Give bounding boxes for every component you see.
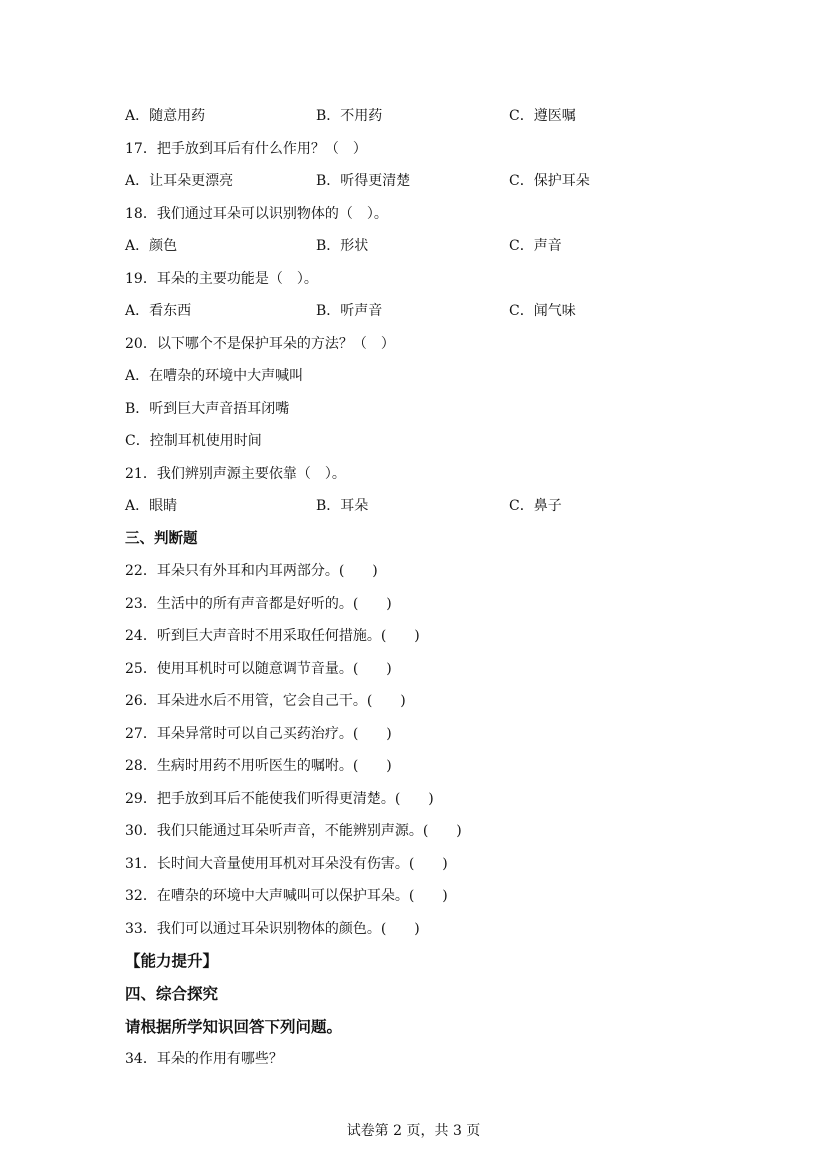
q19-option-a[interactable]: A．看东西 [125,303,192,319]
q34-stem: 34．耳朵的作用有哪些？ [125,1051,283,1067]
section-3-heading: 三、判断题 [125,530,198,547]
q17-option-c[interactable]: C．保护耳朵 [509,173,590,189]
q16-option-c[interactable]: C．遵医嘱 [509,108,576,124]
judgement-item-23: 23．生活中的所有声音都是好听的。( ) [125,596,392,612]
q21-stem: 21．我们辨别声源主要依靠（ ）。 [125,466,346,482]
judgement-item-28: 28．生病时用药不用听医生的嘱咐。( ) [125,758,392,774]
judgement-item-32: 32．在嘈杂的环境中大声喊叫可以保护耳朵。( ) [125,888,448,904]
q16-option-b[interactable]: B．不用药 [316,108,383,124]
q20-option-b[interactable]: B．听到巨大声音捂耳闭嘴 [125,401,290,417]
judgement-item-31: 31．长时间大音量使用耳机对耳朵没有伤害。( ) [125,856,448,872]
q19-stem: 19．耳朵的主要功能是（ ）。 [125,271,318,287]
q20-option-a[interactable]: A．在嘈杂的环境中大声喊叫 [125,368,304,384]
q21-option-b[interactable]: B．耳朵 [316,498,369,514]
judgement-item-33: 33．我们可以通过耳朵识别物体的颜色。( ) [125,921,420,937]
q18-option-b[interactable]: B．形状 [316,238,369,254]
q19-option-b[interactable]: B．听声音 [316,303,383,319]
judgement-item-30: 30．我们只能通过耳朵听声音，不能辨别声源。( ) [125,823,462,839]
q18-option-c[interactable]: C．声音 [509,238,562,254]
judgement-item-29: 29．把手放到耳后不能使我们听得更清楚。( ) [125,791,434,807]
q17-stem: 17．把手放到耳后有什么作用？（ ） [125,141,367,157]
q19-option-c[interactable]: C．闻气味 [509,303,576,319]
q18-stem: 18．我们通过耳朵可以识别物体的（ ）。 [125,206,388,222]
judgement-item-25: 25．使用耳机时可以随意调节音量。( ) [125,661,392,677]
q21-option-c[interactable]: C．鼻子 [509,498,562,514]
q20-option-c[interactable]: C．控制耳机使用时间 [125,433,262,449]
q18-option-a[interactable]: A．颜色 [125,238,178,254]
judgement-item-22: 22．耳朵只有外耳和内耳两部分。( ) [125,563,378,579]
q17-option-b[interactable]: B．听得更清楚 [316,173,411,189]
section-4-heading: 四、综合探究 [125,984,219,1003]
q16-option-a[interactable]: A．随意用药 [125,108,206,124]
page-footer: 试卷第 2 页，共 3 页 [346,1123,481,1139]
judgement-item-27: 27．耳朵异常时可以自己买药治疗。( ) [125,726,392,742]
ability-heading: 【能力提升】 [125,951,219,970]
judgement-item-26: 26．耳朵进水后不用管，它会自己干。( ) [125,693,406,709]
q17-option-a[interactable]: A．让耳朵更漂亮 [125,173,234,189]
q20-stem: 20．以下哪个不是保护耳朵的方法？（ ） [125,336,395,352]
instruction-text: 请根据所学知识回答下列问题。 [125,1017,343,1036]
q21-option-a[interactable]: A．眼睛 [125,498,178,514]
judgement-item-24: 24．听到巨大声音时不用采取任何措施。( ) [125,628,420,644]
